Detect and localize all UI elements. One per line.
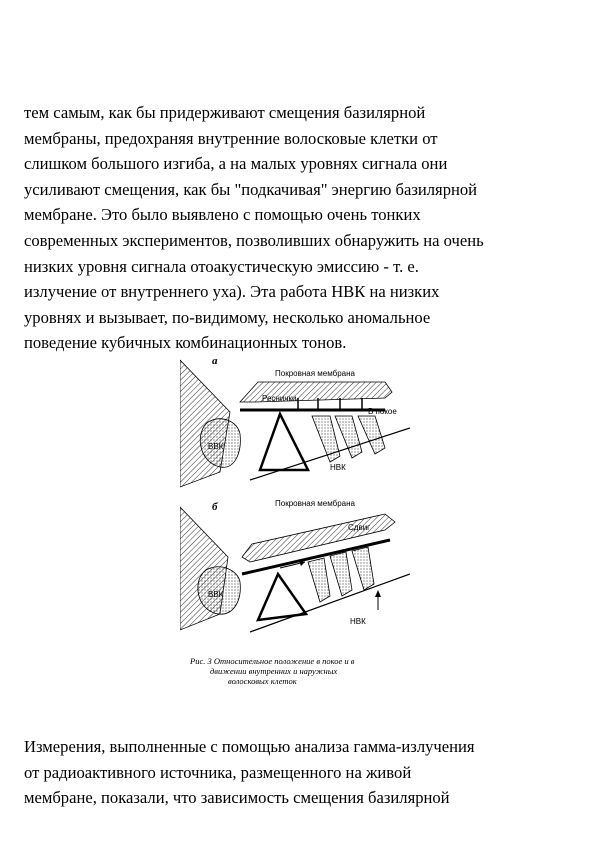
tectorial-label: Покровная мембрана [275,369,355,378]
pillar-cells [260,414,308,470]
text-line: от радиоактивного источника, размещенного на живой [24,762,412,782]
text-line: тем самым, как бы придерживают смещения базилярной [24,103,426,122]
text-line: мембраны, предохраняя внутренние волосковые клетки от [24,128,438,148]
ivk-label-b: ВВК [208,590,224,599]
figure-caption-line: Рис. 3 Относительное положение в покое и в [190,656,355,666]
outer-hair-cell [330,552,352,596]
panel-a-letter: а [212,355,218,367]
text-line: усиливают смещения, как бы "подкачивая" энергию базилярной [24,179,478,199]
text-line: современных экспериментов, позволивших обнаружить на очень [24,230,484,250]
cilia-label: Реснички [262,394,297,403]
text-line: поведение кубичных комбинационных тонов. [24,333,347,353]
figure-caption-line: волосковых клеток [228,676,297,686]
body-paragraph-2 [24,734,584,811]
panel-b-letter: б [212,501,218,513]
cochlea-figure [180,352,410,687]
panel-b [180,499,410,632]
text-line: мембране. Это было выявлено с помощью очень тонких [24,205,421,225]
outer-hair-cell [358,416,385,454]
panel-a [180,355,410,487]
outer-hair-cell [352,547,374,590]
nvk-label-b: НВК [350,617,366,626]
tectorial-membrane [242,514,395,562]
text-line: уровнях и вызывает, по-видимому, несколько аномальное [24,307,431,327]
body-paragraph-1 [24,100,584,356]
pillar-cells [258,574,306,620]
cochlea-diagram [180,352,410,687]
text-line: слишком большого изгиба, а на малых уровнях сигнала они [24,154,448,174]
state-label: В покое [368,407,397,416]
ivk-label-a: ВВК [208,442,224,451]
text-line: мембране, показали, что зависимость смещения базилярной [24,788,450,808]
text-line: Измерения, выполненные с помощью анализа гамма-излучения [24,737,475,756]
arrow-up-icon [375,590,381,597]
shift-label: Сдвиг [348,523,371,532]
text-line: низких уровня сигнала отоакустическую эмиссию - т. е. [24,256,419,276]
figure-caption-line: движении внутренних и наружных [210,666,338,676]
text-line: излучение от внутреннего уха). Эта работа НВК на низких [24,282,440,302]
nvk-label-a: НВК [330,463,346,472]
outer-hair-cell [308,558,330,602]
tectorial-label-b: Покровная мембрана [275,499,355,508]
